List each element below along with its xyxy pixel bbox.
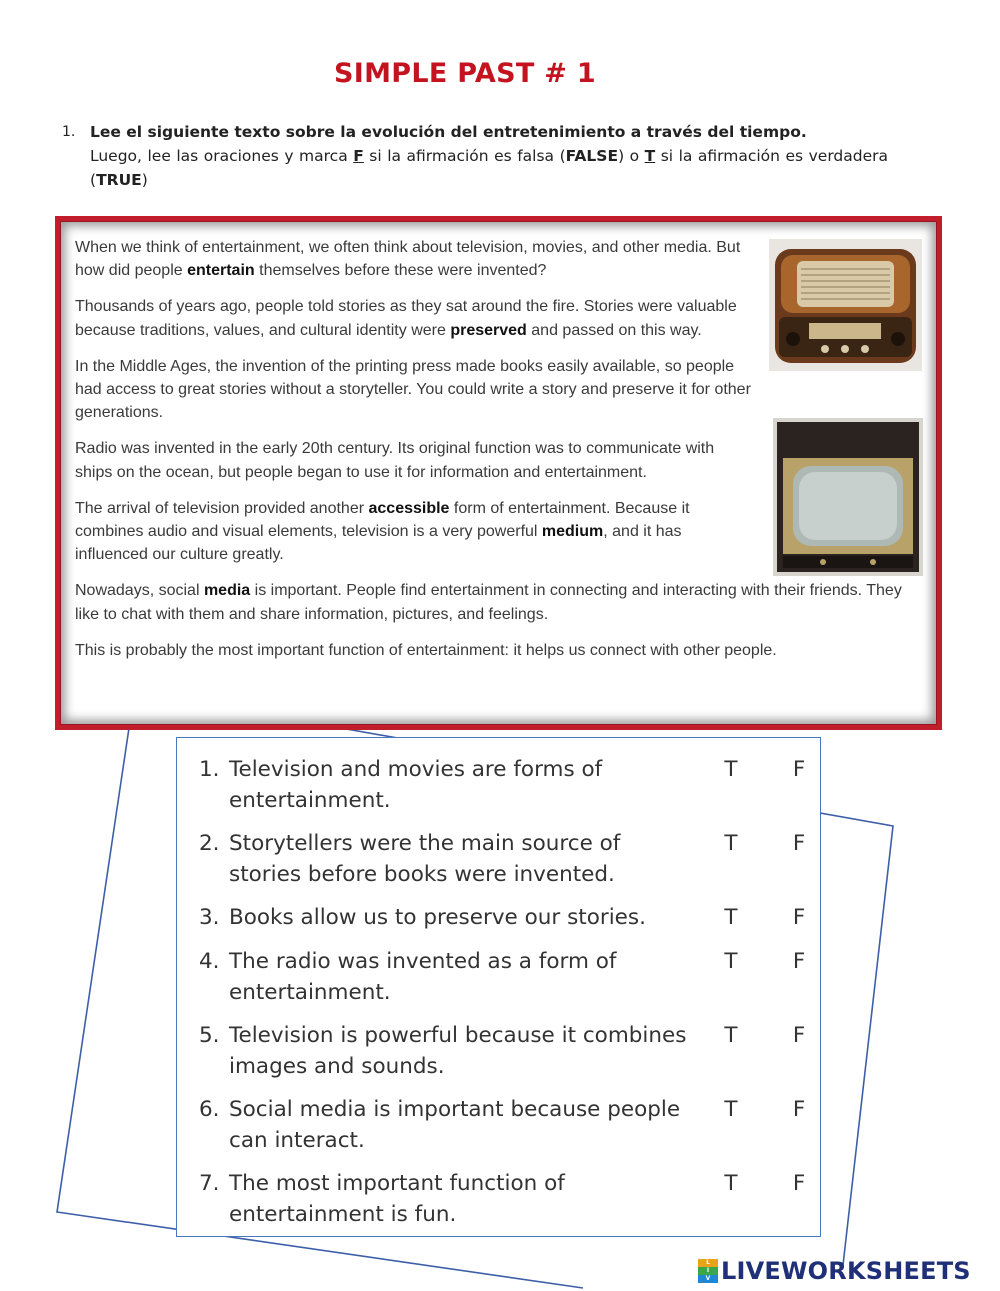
false-option[interactable]: F	[792, 905, 806, 930]
false-option[interactable]: F	[792, 757, 806, 782]
true-option[interactable]: T	[724, 831, 738, 856]
badge-letter-l: L	[698, 1259, 718, 1267]
false-option[interactable]: F	[792, 831, 806, 856]
question-text: Storytellers were the main source of stories before books were invented.	[229, 831, 621, 887]
question-text: Social media is important because people can interact.	[229, 1097, 681, 1153]
true-option[interactable]: T	[724, 1097, 738, 1122]
question-number: 3.	[199, 905, 220, 930]
question-text: The most important function of entertainment is fun.	[229, 1171, 565, 1227]
instruction-part1: Luego, lee las oraciones y marca	[90, 147, 354, 165]
instruction-line1: Lee el siguiente texto sobre la evolución del entretenimiento a través del tiempo.	[90, 123, 807, 141]
question-number: 4.	[199, 949, 220, 974]
true-option[interactable]: T	[724, 949, 738, 974]
true-false-quiz	[176, 737, 821, 1237]
vocab-accessible: accessible	[368, 499, 450, 517]
reading-panel	[60, 221, 937, 725]
vocab-preserved: preserved	[450, 321, 527, 339]
true-option[interactable]: T	[724, 905, 738, 930]
reading-p5-a: The arrival of television provided another	[75, 499, 369, 517]
reading-frame	[55, 216, 942, 730]
question-text: Television and movies are forms of entertainment.	[229, 757, 603, 813]
true-option[interactable]: T	[724, 1171, 738, 1196]
reading-paragraph-4: Radio was invented in the early 20th century. Its original function was to communicate with ships on the ocean, but people began to use it for information and entertainment.	[75, 440, 715, 481]
false-option[interactable]: F	[792, 949, 806, 974]
false-option[interactable]: F	[792, 1097, 806, 1122]
instruction-part5: )	[141, 171, 148, 189]
vocab-medium: medium	[541, 523, 604, 541]
reading-p5-c: form of entertainment. Because it combines audio and visual elements, television is a very powerful	[75, 499, 690, 541]
true-option[interactable]: T	[724, 1023, 738, 1048]
reading-p1-c: themselves before these were invented?	[254, 262, 547, 280]
question-number: 7.	[199, 1171, 220, 1196]
badge-letter-v: V	[698, 1275, 718, 1283]
question-number: 2.	[199, 831, 220, 856]
reading-p6-c: is important. People find entertainment in connecting and interacting with their friends. They like to chat with them and share information, pictures, and feelings.	[75, 582, 902, 623]
instruction-part4: si la afirmación es verdadera (	[90, 147, 889, 189]
false-option[interactable]: F	[792, 1023, 806, 1048]
instruction-part2: si la afirmación es falsa (	[363, 147, 566, 165]
badge-letter-i: I	[698, 1267, 718, 1275]
question-number: 1.	[199, 757, 220, 782]
question-number: 5.	[199, 1023, 220, 1048]
reading-p6-a: Nowadays, social	[75, 582, 204, 600]
question-text: Books allow us to preserve our stories.	[229, 905, 646, 930]
reading-paragraph-3: In the Middle Ages, the invention of the printing press made books easily available, so people had access to great stories without a storyteller. You could write a story and preserve it for other generations.	[75, 357, 751, 422]
question-number: 6.	[199, 1097, 220, 1122]
liveworksheets-logo	[698, 1256, 971, 1286]
instruction-true-word: TRUE	[96, 171, 142, 189]
live-badge-icon	[698, 1259, 718, 1283]
reading-paragraph-5	[75, 497, 755, 567]
reading-paragraph-1	[75, 236, 755, 283]
vintage-tv-image	[773, 418, 923, 576]
reading-p1-a: When we think of entertainment, we often think about television, movies, and other media. But how did people	[75, 239, 741, 280]
reading-p2-a: Thousands of years ago, people told stories as they sat around the fire. Stories were valuable because traditions, values, and cultural identity were	[75, 298, 737, 339]
question-text: The radio was invented as a form of entertainment.	[229, 949, 617, 1005]
instruction-f-letter: F	[353, 147, 364, 165]
page-title: SIMPLE PAST # 1	[334, 58, 596, 89]
question-text: Television is powerful because it combines images and sounds.	[229, 1023, 687, 1079]
reading-paragraph-2	[75, 295, 755, 342]
true-option[interactable]: T	[724, 757, 738, 782]
instruction-t-letter: T	[644, 147, 656, 165]
reading-p5-e: , and it has influenced our culture greatly.	[75, 523, 682, 564]
false-option[interactable]: F	[792, 1171, 806, 1196]
reading-p2-c: and passed on this way.	[526, 321, 702, 339]
vocab-entertain: entertain	[187, 262, 255, 280]
reading-paragraph-6	[75, 579, 910, 626]
reading-paragraph-7: This is probably the most important function of entertainment: it helps us connect with other people.	[75, 641, 777, 659]
instruction-false-word: FALSE	[565, 147, 619, 165]
vocab-media: media	[203, 582, 251, 600]
logo-wordmark: LIVEWORKSHEETS	[721, 1257, 971, 1285]
instruction-part3: ) o	[618, 147, 645, 165]
instruction-number: 1.	[62, 124, 76, 140]
vintage-radio-image	[769, 239, 922, 371]
